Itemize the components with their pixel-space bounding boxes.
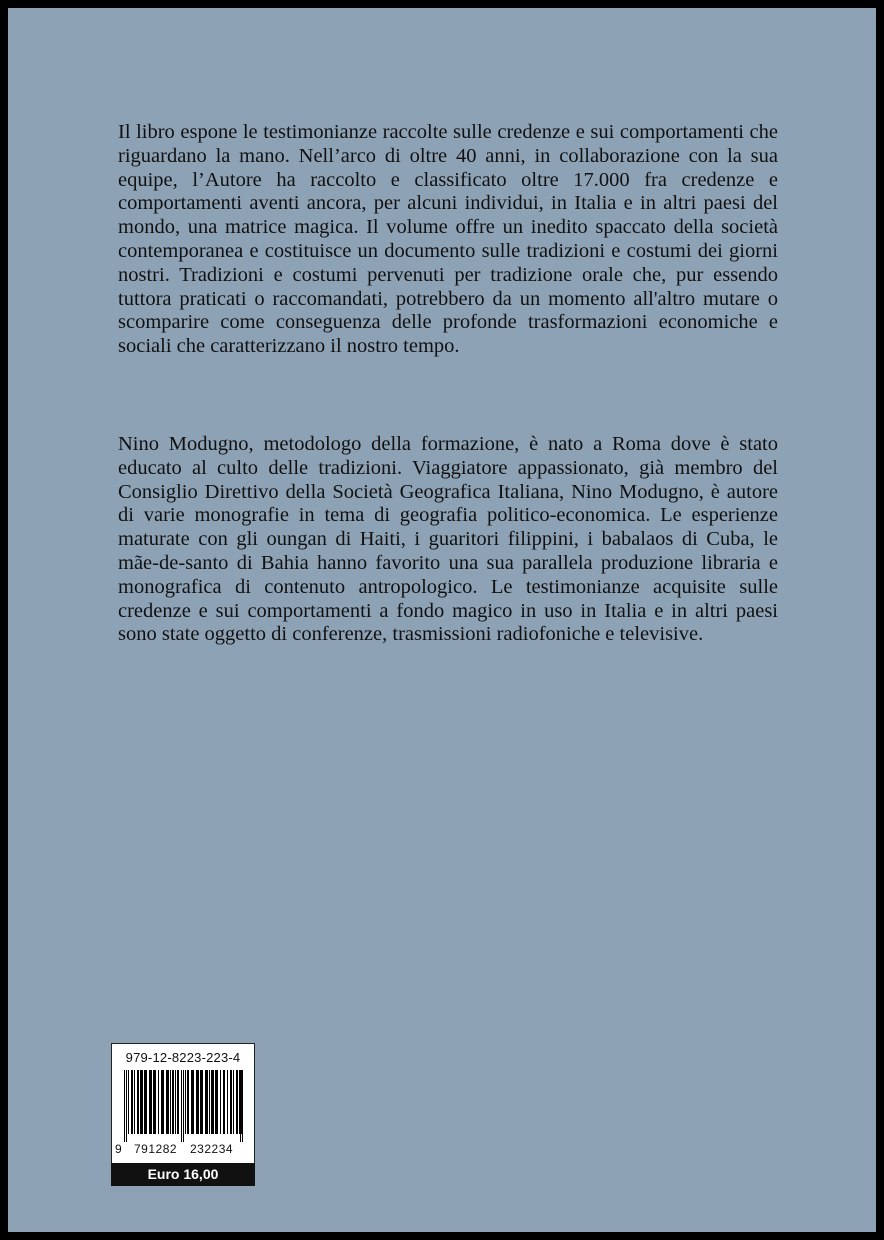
barcode-bar [215,1070,218,1134]
barcode-bar [161,1070,164,1134]
barcode-digits-right: 232234 [190,1142,234,1156]
barcode-guard-bar [126,1070,127,1142]
barcode-bar [137,1070,139,1134]
barcode-bar [209,1070,210,1134]
barcode-bar [187,1070,189,1134]
barcode-bar [233,1070,234,1134]
barcode-guard-bar [181,1070,182,1142]
barcode-bar [236,1070,238,1134]
barcode-digits-left: 791282 [134,1142,178,1156]
barcode-guard-bar [240,1070,241,1142]
barcode-bar [128,1070,129,1134]
barcode-icon [122,1070,246,1142]
barcode-bar [170,1070,171,1134]
barcode-bar [196,1070,199,1134]
barcode-bar [153,1070,156,1134]
barcode-bar [144,1070,147,1134]
barcode-guard-bar [183,1070,184,1142]
barcode-bar [177,1070,179,1134]
barcode-bar [149,1070,152,1134]
barcode-bar [191,1070,194,1134]
barcode-bar [185,1070,186,1134]
isbn-number: 979-12-8223-223-4 [125,1050,241,1065]
price-label: Euro 16,00 [111,1163,255,1186]
barcode-bar [220,1070,221,1134]
barcode-bar [134,1070,135,1134]
barcode-bar [205,1070,208,1134]
author-biography: Nino Modugno, metodologo della formazione, è nato a Roma dove è stato educato al culto delle tradizioni. Viaggiatore appassionato, già membro del Consiglio Direttivo della Società Geografica Italiana, Nino Modugno, è autore di varie monografie in tema di geografia politico-economica. Le esperienze maturate con gli oungan di Haiti, i guaritori filippini, i babalaos di Cuba, le mãe-de-santo di Bahia hanno favorito una sua parallela produzione libraria e monografica di contenuto antropologico. Le testimonianze acquisite sulle credenze e sui comportamenti a fondo magico in uso in Italia e in altri paesi sono state oggetto di conferenze, trasmissioni radiofoniche e televisive. [118,433,778,646]
barcode-bar [230,1070,232,1134]
barcode-bar [175,1070,176,1134]
barcode-bar [227,1070,228,1134]
barcode-bar [172,1070,174,1134]
barcode-bar [166,1070,169,1134]
barcode-digit-first: 9 [115,1142,122,1156]
barcode-bar [200,1070,203,1134]
barcode-bar [140,1070,143,1134]
barcode-guard-bar [242,1070,243,1142]
book-description: Il libro espone le testimonianze raccolte sulle credenze e sui comportamenti che riguardano la mano. Nell’arco di oltre 40 anni, in collaborazione con la sua equipe, l’Autore ha raccolto e classificato oltre 17.000 fra credenze e comportamenti aventi ancora, per alcuni individui, in Italia e in altri paesi del mondo, una matrice magica. Il volume offre un inedito spaccato della società contemporanea e costituisce un documento sulle tradizioni e costumi dei giorni nostri. Tradizioni e costumi pervenuti per tradizione orale che, pur essendo tuttora praticati o raccomandati, potrebbero da un momento all'altro mutare o scomparire come conseguenza delle profonde trasformazioni economiche e sociali che caratterizzano il nostro tempo. [118,121,778,358]
barcode-bar [211,1070,214,1134]
barcode-bar [131,1070,133,1134]
barcode-label [111,1043,255,1179]
barcode-guard-bar [124,1070,125,1142]
barcode-bar [158,1070,159,1134]
barcode-bar [223,1070,225,1134]
